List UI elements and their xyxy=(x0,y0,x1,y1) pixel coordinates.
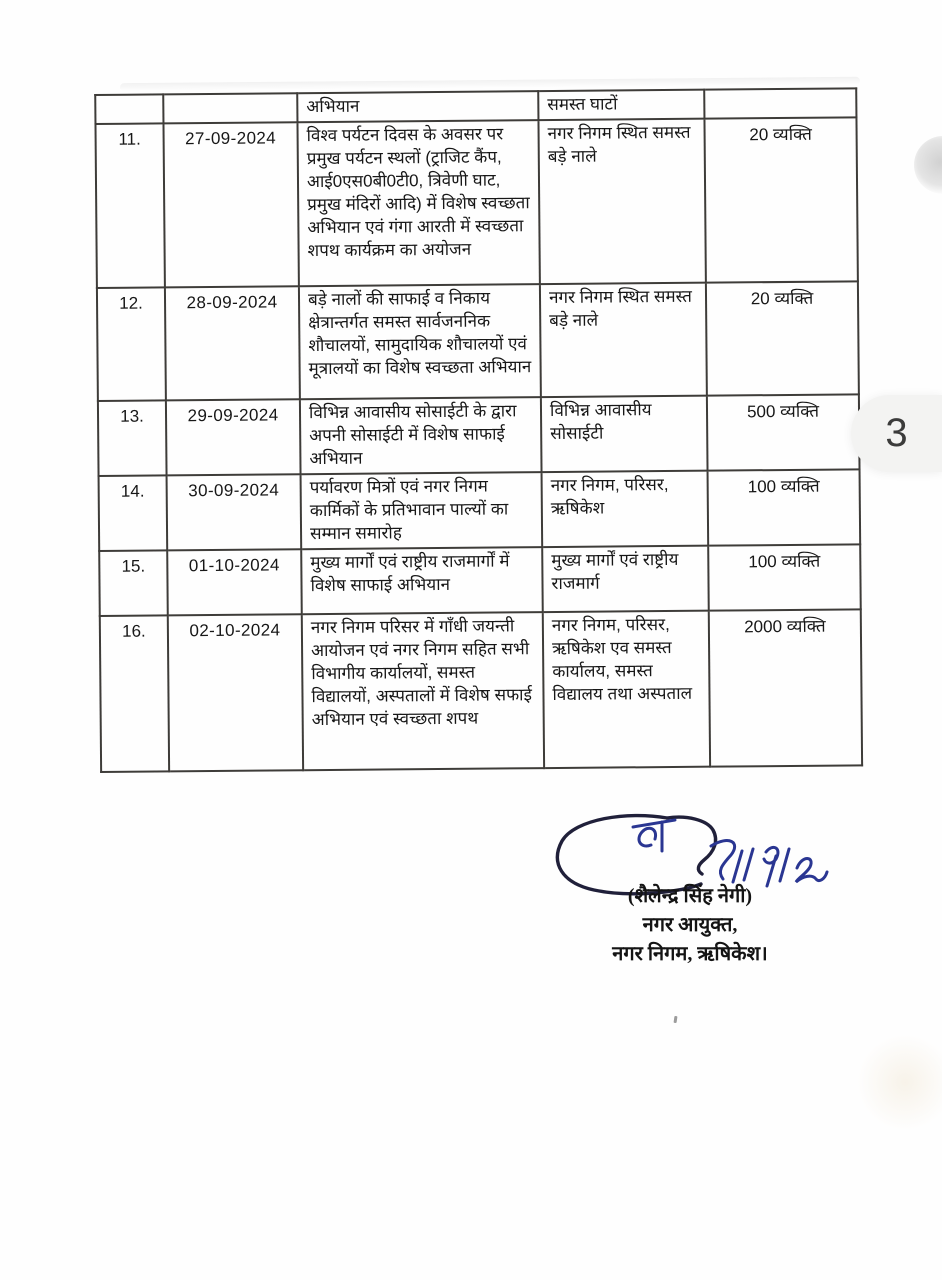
cell-serial: 15. xyxy=(99,550,168,616)
cell-activity: पर्यावरण मित्रों एवं नगर निगम कार्मिकों के प्रतिभावान पाल्यों का सम्मान समारोह xyxy=(301,472,543,549)
cell-location: मुख्य मार्गों एवं राष्ट्रीय राजमार्ग xyxy=(542,546,709,612)
cell-date: 30-09-2024 xyxy=(167,474,302,550)
cell-date: 27-09-2024 xyxy=(163,122,298,287)
cell-location: समस्त घाटों xyxy=(538,90,704,120)
scan-stain xyxy=(855,1035,942,1130)
cell-participants: 2000 व्यक्ति xyxy=(709,609,862,766)
cell-activity: अभियान xyxy=(297,91,538,122)
scan-artifact-circle xyxy=(914,136,942,194)
scan-speck xyxy=(674,1016,678,1023)
cell-activity: विश्व पर्यटन दिवस के अवसर पर प्रमुख पर्यटन स्थलों (ट्राजिट कैंप, आई0एस0बी0टी0, त्रिवेणी घाट, प्रमुख मंदिरों आदि) में विशेष स्वच्छता अभियान एवं गंगा आरती में स्वच्छता शपथ कार्यक्रम का अयोजन xyxy=(297,120,539,286)
cell-date xyxy=(163,93,297,123)
cell-participants: 100 व्यक्ति xyxy=(708,469,861,545)
cell-serial: 12. xyxy=(97,287,166,401)
cell-participants: 500 व्यक्ति xyxy=(707,394,860,470)
page-number-pill xyxy=(851,395,942,472)
cell-activity: नगर निगम परिसर में गाँधी जयन्ती आयोजन एवं नगर निगम सहित सभी विभागीय कार्यालयों, समस्त विद्यालयों, अस्पतालों में विशेष सफाई अभियान एवं स्वच्छता शपथ xyxy=(302,612,544,770)
cell-serial: 14. xyxy=(99,475,168,551)
page-number: 3 xyxy=(885,411,908,455)
cell-date: 01-10-2024 xyxy=(167,549,302,615)
table-row xyxy=(98,394,860,476)
cell-activity: विभिन्न आवासीय सोसाईटी के द्वारा अपनी सोसाईटी में विशेष साफाई अभियान xyxy=(300,397,542,474)
table-row xyxy=(99,469,861,551)
signature-block xyxy=(535,882,845,969)
signatory-organization: नगर निगम, ऋषिकेश। xyxy=(612,943,768,965)
cell-participants: 20 व्यक्ति xyxy=(706,281,859,395)
cell-activity: मुख्य मार्गों एवं राष्ट्रीय राजमार्गों में विशेष साफाई अभियान xyxy=(301,547,543,614)
signatory-title: नगर आयुक्त, xyxy=(642,914,738,936)
table-row xyxy=(100,609,862,772)
cell-participants: 100 व्यक्ति xyxy=(708,544,861,610)
table-row xyxy=(97,281,859,401)
cell-location: नगर निगम स्थित समस्त बड़े नाले xyxy=(538,119,705,284)
cell-serial xyxy=(95,94,163,124)
cell-serial: 16. xyxy=(100,615,169,772)
cell-participants xyxy=(704,88,856,118)
cell-date: 29-09-2024 xyxy=(166,399,301,475)
table-row xyxy=(99,544,861,616)
table-row xyxy=(95,117,857,288)
cell-location: विभिन्न आवासीय सोसाईटी xyxy=(541,396,708,472)
cell-activity: बड़े नालों की साफाई व निकाय क्षेत्रान्तर्गत समस्त सार्वजननिक शौचालयों, सामुदायिक शौचालयों एवं मूत्रालयों का विशेष स्वच्छता अभियान xyxy=(299,284,541,399)
cell-location: नगर निगम, परिसर, ऋषिकेश xyxy=(542,471,709,547)
cell-date: 28-09-2024 xyxy=(165,286,300,400)
cell-serial: 13. xyxy=(98,400,167,476)
cell-location: नगर निगम स्थित समस्त बड़े नाले xyxy=(540,283,707,397)
cell-participants: 20 व्यक्ति xyxy=(704,117,857,282)
schedule-table xyxy=(94,87,861,773)
cell-serial: 11. xyxy=(95,123,164,288)
cell-location: नगर निगम, परिसर, ऋषिकेश एव समस्त कार्यालय, समस्त विद्यालय तथा अस्पताल xyxy=(543,611,710,768)
cell-date: 02-10-2024 xyxy=(168,614,303,771)
signatory-name: (शैलेन्द्र सिंह नेगी) xyxy=(627,885,753,907)
